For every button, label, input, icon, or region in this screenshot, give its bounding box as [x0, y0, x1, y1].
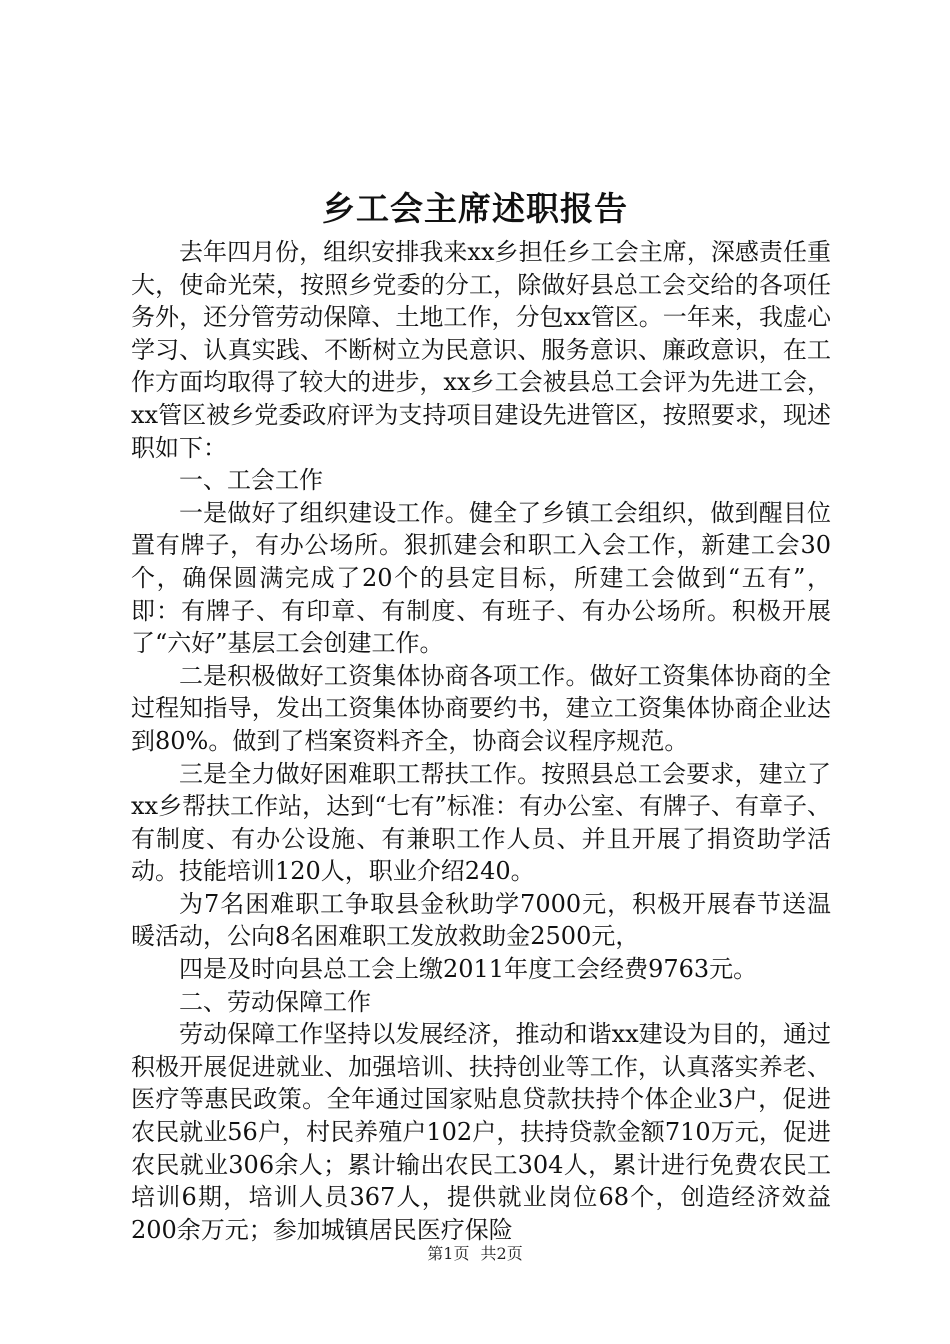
paragraph-intro: 去年四月份，组织安排我来xx乡担任乡工会主席，深感责任重大，使命光荣，按照乡党委的分工，除做好县总工会交给的各项任务外，还分管劳动保障、土地工作，分包xx管区。一年来，我虚心学习、认真实践、不断树立为民意识、服务意识、廉政意识，在工作方面均取得了较大的进步，xx乡工会被县总工会评为先进工会，xx管区被乡党委政府评为支持项目建设先进管区，按照要求，现述职如下： — [131, 238, 831, 462]
paragraph-assistance: 三是全力做好困难职工帮扶工作。按照县总工会要求，建立了xx乡帮扶工作站，达到“七有”标准：有办公室、有牌子、有章子、有制度、有办公设施、有兼职工作人员、并且开展了捐资助学活动。技能培训120人，职业介绍240。 — [131, 759, 831, 886]
paragraph-fees: 四是及时向县总工会上缴2011年度工会经费9763元。 — [179, 955, 758, 984]
page-footer — [0, 1241, 950, 1264]
page-number: 第1页 — [427, 1244, 470, 1263]
document-title: 乡工会主席述职报告 — [322, 189, 628, 228]
paragraph-labor-security: 劳动保障工作坚持以发展经济，推动和谐xx建设为目的，通过积极开展促进就业、加强培训、扶持创业等工作，认真落实养老、医疗等惠民政策。全年通过国家贴息贷款扶持个体企业3户，促进农民就业56户，村民养殖户102户，扶持贷款金额710万元，促进农民就业306余人；累计输出农民工304人，累计进行免费农民工培训6期，培训人员367人，提供就业岗位68个，创造经济效益200余万元；参加城镇居民医疗保险 — [131, 1020, 831, 1244]
section-heading-union-work: 一、工会工作 — [179, 466, 323, 495]
section-heading-labor-security: 二、劳动保障工作 — [179, 987, 371, 1016]
paragraph-wage-negotiation: 二是积极做好工资集体协商各项工作。做好工资集体协商的全过程知指导，发出工资集体协商要约书，建立工资集体协商企业达到80%。做到了档案资料齐全，协商会议程序规范。 — [131, 661, 831, 755]
paragraph-scholarship: 为7名困难职工争取县金秋助学7000元，积极开展春节送温暖活动，公向8名困难职工发放救助金2500元， — [131, 889, 831, 951]
paragraph-organization: 一是做好了组织建设工作。健全了乡镇工会组织，做到醒目位置有牌子，有办公场所。狠抓建会和职工入会工作，新建工会30个，确保圆满完成了20个的县定目标，所建工会做到“五有”，即：有牌子、有印章、有制度、有班子、有办公场所。积极开展了“六好”基层工会创建工作。 — [131, 498, 831, 658]
document-body — [131, 236, 831, 1246]
page-total: 共2页 — [480, 1244, 523, 1263]
